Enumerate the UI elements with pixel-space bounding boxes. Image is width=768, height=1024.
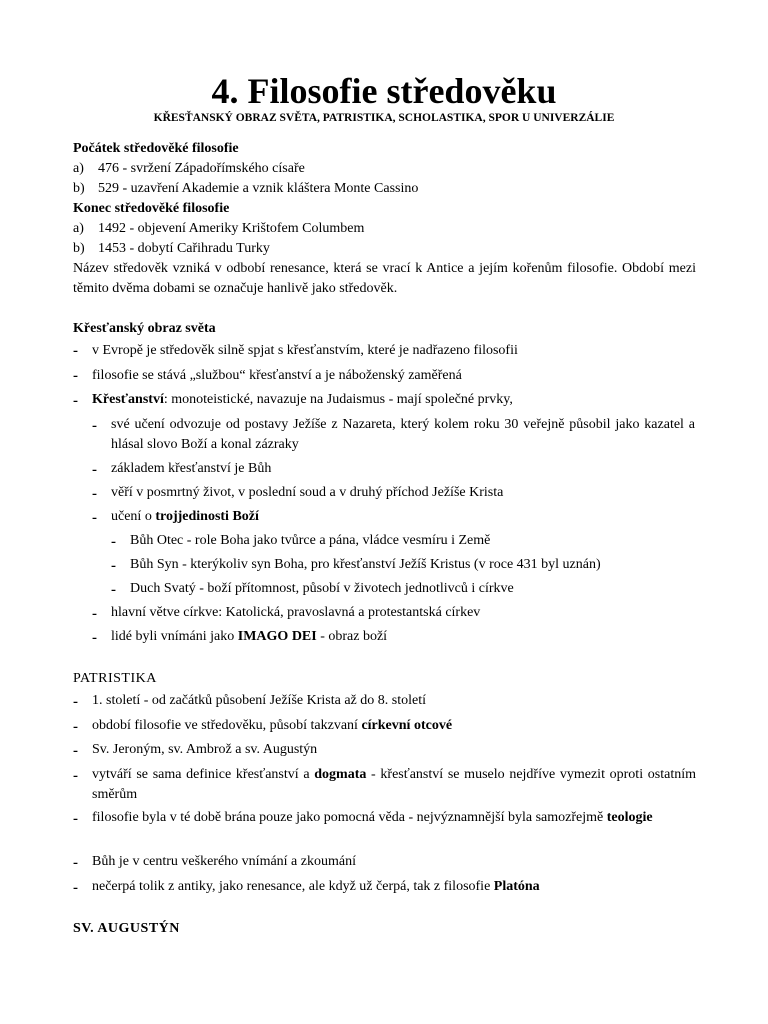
list-item: Duch Svatý - boží přítomnost, působí v životech jednotlivců i církve	[130, 581, 514, 596]
item-text: učení o	[111, 509, 156, 524]
list-item: 529 - uzavření Akademie a vznik kláštera Monte Cassino	[98, 181, 419, 196]
item-text: vytváří se sama definice křesťanství a	[92, 767, 315, 782]
list-item	[92, 716, 696, 736]
list-item	[111, 507, 695, 527]
list-marker: b)	[73, 181, 85, 196]
list-item	[92, 765, 696, 805]
bullet: -	[73, 368, 78, 384]
bullet: -	[73, 743, 78, 759]
item-text: nečerpá tolik z antiky, jako renesance, ale když už čerpá, tak z filosofie	[92, 879, 494, 894]
list-item: Bůh Syn - kterýkoliv syn Boha, pro křesťanství Ježíš Kristus (v roce 431 byl uznán)	[130, 557, 601, 572]
bold-term: církevní otcové	[361, 718, 453, 733]
bold-term: IMAGO DEI	[237, 629, 317, 644]
list-item: v Evropě je středověk silně spjat s křesťanstvím, které je nadřazeno filosofii	[92, 343, 518, 358]
bullet: -	[73, 694, 78, 710]
bullet: -	[111, 582, 116, 598]
list-marker: b)	[73, 241, 85, 256]
bold-term: dogmata	[314, 767, 367, 782]
bullet: -	[92, 510, 97, 526]
list-item: základem křesťanství je Bůh	[111, 461, 272, 476]
section-heading-christian: Křesťanský obraz světa	[73, 321, 216, 336]
bold-term: Platóna	[493, 879, 540, 894]
list-item: Bůh je v centru veškerého vnímání a zkoumání	[92, 854, 356, 869]
list-item: 476 - svržení Západořímského císaře	[98, 161, 305, 176]
list-item: hlavní větve církve: Katolická, pravoslavná a protestantská církev	[111, 605, 481, 620]
bullet: -	[73, 343, 78, 359]
bullet: -	[73, 880, 78, 896]
item-text: : monoteistické, navazuje na Judaismus - mají společné prvky,	[163, 392, 513, 407]
section-heading-augustyn: SV. AUGUSTÝN	[73, 921, 180, 936]
list-item: 1492 - objevení Ameriky Krištofem Columbem	[98, 221, 365, 236]
list-item	[92, 877, 696, 897]
page-subtitle: KŘESŤANSKÝ OBRAZ SVĚTA, PATRISTIKA, SCHOLASTIKA, SPOR U UNIVERZÁLIE	[153, 112, 615, 124]
bullet: -	[92, 462, 97, 478]
bullet: -	[73, 811, 78, 827]
bullet: -	[92, 418, 97, 434]
bullet: -	[73, 393, 78, 409]
bullet: -	[73, 719, 78, 735]
bold-term: trojjedinosti Boží	[155, 509, 259, 524]
bullet: -	[92, 486, 97, 502]
list-item	[111, 627, 695, 647]
bullet: -	[111, 534, 116, 550]
item-text: období filosofie ve středověku, působí takzvaní	[92, 718, 362, 733]
list-item	[92, 808, 696, 828]
item-text: - křesťanství se muselo nejdříve vymezit oproti ostatním směrům	[92, 767, 696, 802]
item-text: filosofie byla v té době brána pouze jako pomocná věda - nejvýznamnější byla samozřejmě	[92, 810, 607, 825]
list-item: 1453 - dobytí Cařihradu Turky	[98, 241, 270, 256]
bullet: -	[73, 855, 78, 871]
bullet: -	[92, 630, 97, 646]
bold-term: Křesťanství	[92, 392, 164, 407]
bullet: -	[73, 768, 78, 784]
item-text: - obraz boží	[316, 629, 388, 644]
item-text: lidé byli vnímáni jako	[111, 629, 238, 644]
intro-paragraph: Název středověk vzniká v odbobí renesance, která se vrací k Antice a jejím kořenům filosofie. Období mezi těmito dvěma dobami se označuje hanlivě jako středověk.	[73, 261, 696, 296]
bullet: -	[92, 606, 97, 622]
list-item: 1. století - od začátků působení Ježíše Krista až do 8. století	[92, 693, 426, 708]
section-heading-end: Konec středověké filosofie	[73, 201, 230, 216]
list-item: své učení odvozuje od postavy Ježíše z Nazareta, který kolem roku 30 veřejně působil jako kazatel a hlásal slovo Boží a konal zázraky	[111, 417, 695, 452]
page-title: 4. Filosofie středověku	[211, 71, 557, 111]
list-item: věří v posmrtný život, v poslední soud a v druhý příchod Ježíše Krista	[111, 485, 504, 500]
list-marker: a)	[73, 161, 84, 176]
list-item: Sv. Jeroným, sv. Ambrož a sv. Augustýn	[92, 742, 318, 757]
list-item: filosofie se stává „službou“ křesťanství a je náboženský zaměřená	[92, 368, 462, 383]
list-marker: a)	[73, 221, 84, 236]
bold-term: teologie	[606, 810, 653, 825]
section-heading-patristika: PATRISTIKA	[73, 671, 157, 686]
section-heading-start: Počátek středověké filosofie	[73, 141, 239, 156]
list-item	[92, 390, 702, 410]
list-item: Bůh Otec - role Boha jako tvůrce a pána, vládce vesmíru i Země	[130, 533, 491, 548]
bullet: -	[111, 558, 116, 574]
